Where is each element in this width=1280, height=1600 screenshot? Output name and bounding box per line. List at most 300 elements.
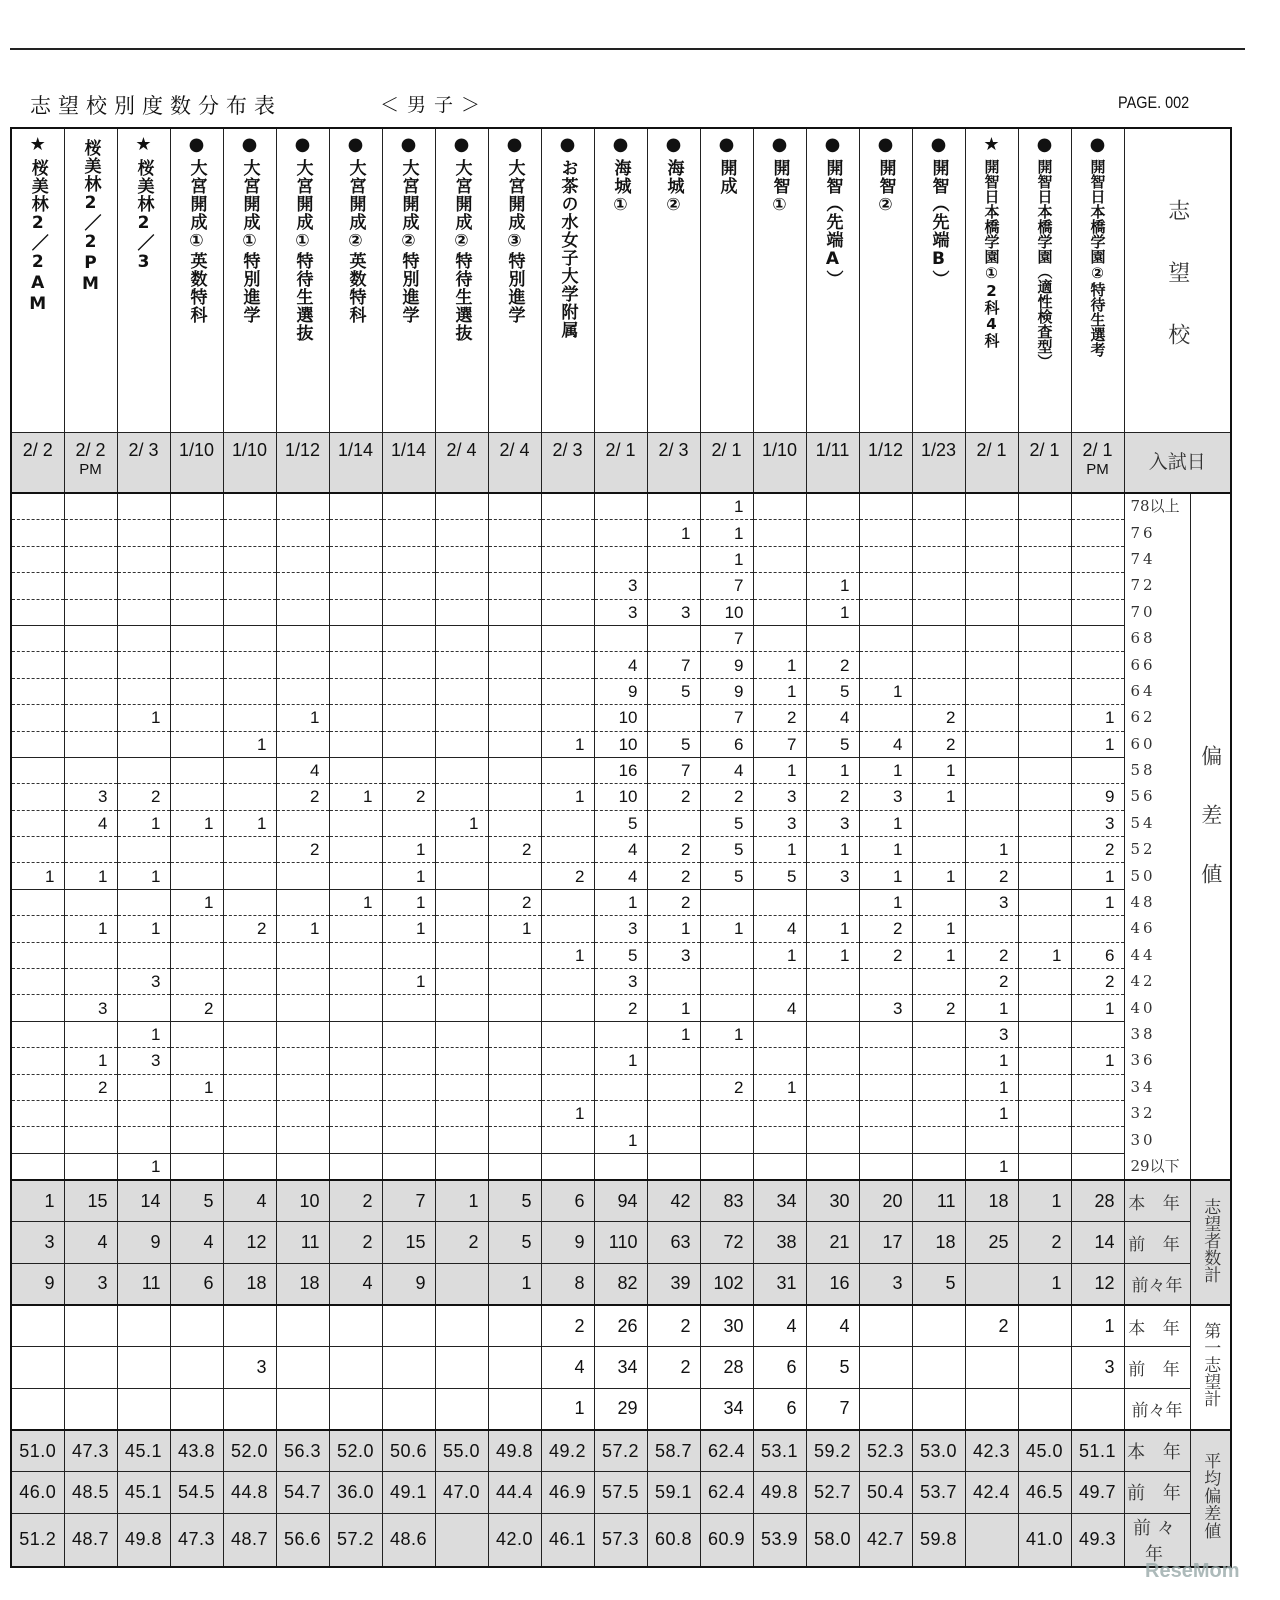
summary-cell: 9 [117,1222,170,1263]
summary-cell: 51.0 [11,1430,64,1472]
exam-date-cell [700,433,753,494]
school-mark-icon: ● [188,134,205,155]
count-cell: 1 [541,942,594,968]
count-cell [965,599,1018,625]
summary-cell [64,1305,117,1347]
count-cell [382,1100,435,1126]
count-cell [170,705,223,731]
count-cell [594,520,647,546]
count-cell [382,1153,435,1180]
count-cell [541,1153,594,1180]
page-subtitle: ＜男子＞ [380,94,489,116]
count-cell: 4 [276,757,329,783]
count-cell [594,546,647,572]
count-cell [541,969,594,995]
count-cell [435,889,488,915]
average-group-label: 平均偏差値 [1201,1451,1221,1540]
count-cell [753,520,806,546]
count-cell [435,1100,488,1126]
exam-date-cell [329,433,382,494]
count-cell [1018,493,1071,520]
summary-cell: 28 [700,1347,753,1388]
summary-cell: 14 [117,1180,170,1222]
count-cell [647,705,700,731]
count-cell [541,757,594,783]
count-cell: 1 [541,1100,594,1126]
count-cell [1071,1074,1124,1100]
count-cell [541,573,594,599]
count-cell: 3 [965,889,1018,915]
count-cell [488,810,541,836]
count-cell [329,916,382,942]
count-cell [1018,520,1071,546]
count-cell [1071,1153,1124,1180]
count-cell: 1 [594,1048,647,1074]
summary-cell: 7 [806,1388,859,1430]
score-label: 62 [1124,705,1190,731]
summary-cell: 42.0 [488,1513,541,1567]
summary-cell: 42 [647,1180,700,1222]
summary-cell: 3 [11,1222,64,1263]
count-cell [276,1048,329,1074]
school-header-label-cell [1124,128,1231,433]
count-cell [859,546,912,572]
count-cell: 2 [276,784,329,810]
school-mark-icon: ● [347,134,364,155]
exam-date-cell [541,433,594,494]
count-cell: 1 [912,784,965,810]
summary-cell [64,1388,117,1430]
exam-date-cell [965,433,1018,494]
count-cell: 1 [541,731,594,757]
distribution-table [10,127,1232,1568]
score-label: 76 [1124,520,1190,546]
count-cell [1018,652,1071,678]
count-cell [700,889,753,915]
distribution-row [11,916,1231,942]
summary-cell: 29 [594,1388,647,1430]
summary-cell: 2 [647,1347,700,1388]
summary-cell: 54.7 [276,1472,329,1513]
count-cell [541,625,594,651]
exam-date-cell [170,433,223,494]
count-cell [1071,652,1124,678]
summary-cell: 59.8 [912,1513,965,1567]
summary-cell: 4 [541,1347,594,1388]
count-cell [700,1100,753,1126]
summary-cell: 17 [859,1222,912,1263]
count-cell [700,942,753,968]
count-cell [541,810,594,836]
summary-cell: 94 [594,1180,647,1222]
count-cell [488,493,541,520]
count-cell: 3 [753,810,806,836]
count-cell [11,916,64,942]
exam-date-cell [11,433,64,494]
count-cell [647,1127,700,1153]
score-group-label-cell [1190,493,1231,1180]
count-cell [488,863,541,889]
count-cell [488,1074,541,1100]
count-cell: 2 [912,995,965,1021]
summary-cell [488,1347,541,1388]
count-cell [1018,1127,1071,1153]
summary-cell [382,1347,435,1388]
summary-cell: 4 [170,1222,223,1263]
count-cell [806,1127,859,1153]
exam-date: 2/ 4 [499,440,530,460]
count-cell [435,1127,488,1153]
count-cell [965,1127,1018,1153]
school-mark-icon: ● [930,134,947,155]
count-cell [64,652,117,678]
count-cell [117,889,170,915]
exam-date: 2/ 1 [605,440,636,460]
school-name: 開成 [716,159,737,195]
count-cell: 1 [488,916,541,942]
school-header-cell [488,128,541,433]
count-cell [435,546,488,572]
count-cell [117,599,170,625]
count-cell [11,1074,64,1100]
count-cell: 3 [859,784,912,810]
count-cell [912,1153,965,1180]
summary-cell: 1 [1018,1180,1071,1222]
summary-cell [11,1305,64,1347]
exam-date: 2/ 3 [658,440,689,460]
count-cell [64,520,117,546]
year-label: 前々年 [1124,1388,1190,1430]
count-cell [488,1153,541,1180]
count-cell [223,837,276,863]
count-cell [11,1127,64,1153]
exam-date: 2/ 1 [1029,440,1060,460]
summary-cell: 14 [1071,1222,1124,1263]
count-cell [488,705,541,731]
count-cell [276,731,329,757]
school-header-row [11,128,1231,433]
count-cell [64,625,117,651]
distribution-row [11,493,1231,520]
count-cell: 7 [647,652,700,678]
count-cell [965,573,1018,599]
count-cell [541,652,594,678]
count-cell [435,995,488,1021]
summary-cell [488,1388,541,1430]
school-name: 大宮開成③特別進学 [504,159,525,324]
count-cell [700,1153,753,1180]
count-cell [965,678,1018,704]
count-cell [753,1048,806,1074]
count-cell [117,1074,170,1100]
count-cell [647,1100,700,1126]
count-cell: 1 [806,916,859,942]
school-mark-icon: ● [665,134,682,155]
count-cell: 1 [859,837,912,863]
count-cell: 1 [806,837,859,863]
distribution-row [11,1048,1231,1074]
school-header-cell [647,128,700,433]
count-cell [965,705,1018,731]
count-cell: 1 [753,1074,806,1100]
count-cell [64,942,117,968]
count-cell: 9 [700,652,753,678]
count-cell: 7 [700,573,753,599]
exam-date: 2/ 2 [22,440,53,460]
score-label: 29以下 [1124,1153,1190,1180]
count-cell: 1 [647,520,700,546]
count-cell [435,652,488,678]
school-mark-icon: ● [771,134,788,155]
summary-cell [276,1347,329,1388]
summary-cell: 48.6 [382,1513,435,1567]
count-cell [223,493,276,520]
summary-cell: 42.3 [965,1430,1018,1472]
count-cell [435,1074,488,1100]
first-choice-total-row [11,1305,1231,1347]
count-cell [647,1153,700,1180]
exam-date-label: 入試日 [1124,433,1231,494]
summary-cell [382,1388,435,1430]
count-cell: 3 [117,969,170,995]
count-cell [276,652,329,678]
count-cell [647,493,700,520]
count-cell [912,1048,965,1074]
summary-cell: 53.7 [912,1472,965,1513]
count-cell: 2 [488,889,541,915]
count-cell [11,705,64,731]
count-cell [488,784,541,810]
count-cell [965,652,1018,678]
count-cell [11,969,64,995]
count-cell [170,1127,223,1153]
distribution-row [11,837,1231,863]
score-label: 48 [1124,889,1190,915]
count-cell [912,599,965,625]
count-cell: 1 [223,810,276,836]
count-cell [329,837,382,863]
summary-cell [435,1513,488,1567]
count-cell [806,1074,859,1100]
count-cell [64,1021,117,1047]
count-cell [223,1100,276,1126]
count-cell: 3 [594,573,647,599]
exam-date: 2/ 4 [446,440,477,460]
average-group-label-cell [1190,1430,1231,1567]
exam-date: 1/11 [815,440,850,460]
school-mark-icon: ● [877,134,894,155]
summary-cell: 47.3 [64,1430,117,1472]
count-cell [170,652,223,678]
school-header-cell [276,128,329,433]
school-header-cell [1071,128,1124,433]
count-cell [329,1153,382,1180]
count-cell [170,1153,223,1180]
count-cell [117,493,170,520]
count-cell [541,705,594,731]
count-cell [488,969,541,995]
distribution-row [11,863,1231,889]
count-cell: 1 [859,810,912,836]
count-cell [435,969,488,995]
count-cell [170,625,223,651]
summary-cell: 9 [11,1263,64,1305]
count-cell [965,731,1018,757]
count-cell: 1 [859,678,912,704]
school-name: お茶の水女子大学附属 [557,159,578,339]
count-cell: 5 [700,837,753,863]
distribution-row [11,1127,1231,1153]
summary-cell [117,1305,170,1347]
count-cell [11,1048,64,1074]
count-cell [912,625,965,651]
summary-cell: 56.6 [276,1513,329,1567]
summary-cell: 49.8 [117,1513,170,1567]
count-cell: 2 [647,837,700,863]
exam-date: 1/23 [920,440,957,460]
count-cell [1071,1127,1124,1153]
score-label: 78以上 [1124,493,1190,520]
exam-date-cell [1071,433,1124,494]
count-cell [170,520,223,546]
count-cell: 1 [64,916,117,942]
school-header-cell [753,128,806,433]
count-cell [1018,1048,1071,1074]
summary-cell: 31 [753,1263,806,1305]
school-header-cell [912,128,965,433]
count-cell [1071,1021,1124,1047]
count-cell [170,1100,223,1126]
school-name: 大宮開成②特待生選抜 [451,159,472,342]
count-cell: 1 [753,678,806,704]
summary-cell: 16 [806,1263,859,1305]
count-cell [1018,1100,1071,1126]
count-cell [965,784,1018,810]
count-cell [594,1100,647,1126]
school-header-cell [117,128,170,433]
summary-cell [859,1305,912,1347]
count-cell: 1 [965,1074,1018,1100]
count-cell [223,1153,276,1180]
school-header-label: 志望校 [1164,199,1190,385]
count-cell: 4 [700,757,753,783]
distribution-row [11,810,1231,836]
count-cell [1071,546,1124,572]
count-cell: 4 [753,995,806,1021]
count-cell [276,546,329,572]
summary-cell: 49.1 [382,1472,435,1513]
summary-cell: 49.7 [1071,1472,1124,1513]
count-cell: 1 [382,837,435,863]
count-cell [1018,599,1071,625]
summary-cell: 55.0 [435,1430,488,1472]
exam-date-cell [806,433,859,494]
count-cell [223,520,276,546]
count-cell: 1 [912,942,965,968]
count-cell [382,573,435,599]
first-choice-total-row [11,1347,1231,1388]
distribution-row [11,784,1231,810]
count-cell [223,889,276,915]
count-cell [859,705,912,731]
count-cell [1018,889,1071,915]
summary-cell: 25 [965,1222,1018,1263]
count-cell [753,573,806,599]
count-cell: 1 [965,1048,1018,1074]
count-cell [435,1021,488,1047]
count-cell [11,1021,64,1047]
count-cell: 3 [806,810,859,836]
count-cell [859,625,912,651]
count-cell: 2 [859,942,912,968]
exam-date-cell [912,433,965,494]
count-cell [329,1021,382,1047]
score-label: 72 [1124,573,1190,599]
count-cell [806,969,859,995]
count-cell [541,520,594,546]
page-title: 志望校別度数分布表 [30,94,282,118]
exam-date-cell [64,433,117,494]
count-cell [276,599,329,625]
count-cell [435,520,488,546]
count-cell [488,1021,541,1047]
count-cell: 1 [117,810,170,836]
exam-date: 1/12 [284,440,321,460]
summary-cell: 60.8 [647,1513,700,1567]
count-cell [11,546,64,572]
count-cell [170,837,223,863]
school-mark-icon: ● [612,134,629,155]
count-cell [11,889,64,915]
summary-cell: 102 [700,1263,753,1305]
exam-date-cell [594,433,647,494]
summary-cell: 6 [753,1347,806,1388]
count-cell [382,599,435,625]
count-cell [541,1074,594,1100]
summary-cell: 49.8 [488,1430,541,1472]
summary-cell: 45.0 [1018,1430,1071,1472]
count-cell [223,599,276,625]
count-cell [594,1074,647,1100]
count-cell [117,995,170,1021]
count-cell: 1 [700,520,753,546]
summary-cell: 48.7 [223,1513,276,1567]
count-cell: 1 [329,889,382,915]
count-cell [382,705,435,731]
count-cell [276,625,329,651]
count-cell: 1 [117,916,170,942]
summary-cell: 50.6 [382,1430,435,1472]
distribution-row [11,1021,1231,1047]
count-cell: 7 [647,757,700,783]
summary-cell: 52.7 [806,1472,859,1513]
exam-date: 2/ 1 [976,440,1007,460]
count-cell [594,1021,647,1047]
count-cell [859,1153,912,1180]
count-cell [753,546,806,572]
summary-cell [276,1388,329,1430]
count-cell: 10 [594,784,647,810]
summary-cell [170,1388,223,1430]
summary-cell: 63 [647,1222,700,1263]
count-cell: 2 [647,889,700,915]
count-cell [11,520,64,546]
count-cell [488,678,541,704]
summary-cell: 59.1 [647,1472,700,1513]
count-cell [435,1048,488,1074]
count-cell [11,784,64,810]
summary-cell: 18 [223,1263,276,1305]
